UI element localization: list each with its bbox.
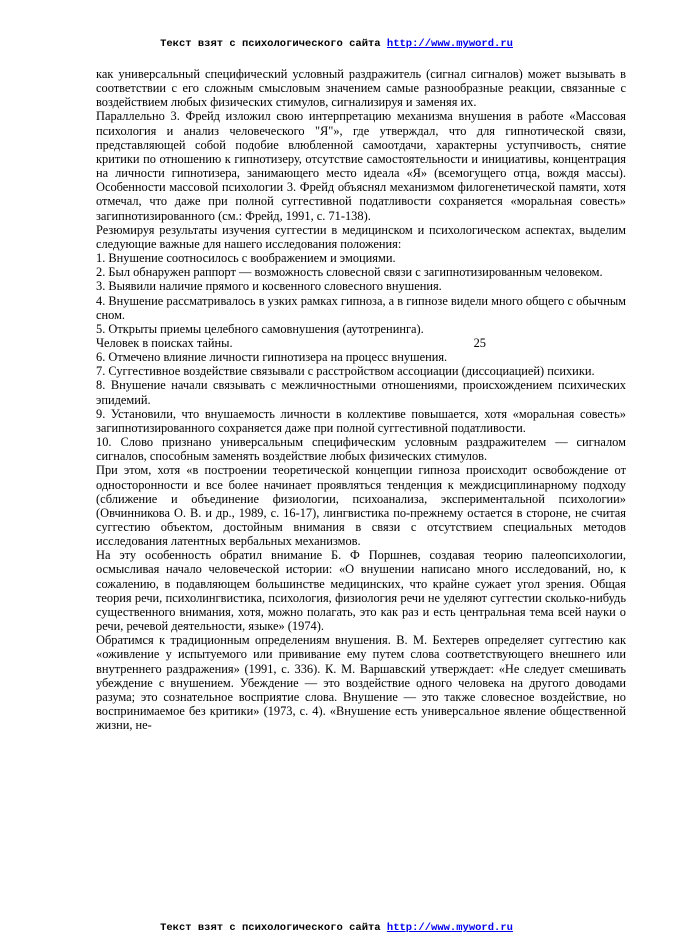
paragraph: Обратимся к традиционным определениям внушения. В. М. Бехтерев определяет суггестию как «оживление у испытуемого или прививание ему путем слова соответствующего внешнего или внутреннего раздражения» (1991, с. 336). К. М. Варшавский утверждает: «Не следует смешивать убеждение с внушением. Убеждение — это воздействие одного человека на другого доводами разума; это сознательное восприятие слова. Внушение — это также словесное воздействие, но воспринимаемое без критики» (1973, с. 4). «Внушение есть универсальное явление общественной жизни, не- [96, 633, 626, 733]
list-item: 10. Слово признано универсальным специфическим условным раздражителем — сигналом сигналов, способным заменять воздействие любых физических стимулов. [96, 435, 626, 464]
header-site-link[interactable]: http://www.myword.ru [386, 38, 513, 50]
running-title: Человек в поисках тайны. [96, 335, 233, 350]
paragraph: Параллельно 3. Фрейд изложил свою интерпретацию механизма внушения в работе «Массовая психология и анализ человеческого "Я"», где утверждал, что для гипнотической связи, представляющей собой подобие влюбленной самоотдачи, характерны уступчивость, снятие критики по отношению к гипнотизеру, отсутствие самостоятельности и инициативы, концентрация на личности гипнотизера, занимающего место идеала «Я» (всемогущего отца, вождя массы). Особенности массовой психологии 3. Фрейд объяснял механизмом филогенетической памяти, хотя отмечал, что даже при полной суггестивной податливости сохраняется «моральная совесть» загипнотизированного (см.: Фрейд, 1991, с. 71-138). [96, 109, 626, 223]
list-item: 1. Внушение соотносилось с воображением и эмоциями. [96, 251, 396, 266]
list-item: 8. Внушение начали связывать с межличностными отношениями, происхождением психических эпидемий. [96, 378, 626, 407]
page-footer [0, 922, 673, 935]
paragraph: На эту особенность обратил внимание Б. Ф Поршнев, создавая теорию палеопсихологии, осмысливая начало человеческой истории: «О внушении написано много исследований, но, к сожалению, в подавляющем большинстве медицинских, что крайне сужает угол зрения. Общая теория речи, психолингвистика, психология, физиология речи не уделяют суггестии сколько-нибудь существенного внимания, хотя, можно полагать, это как раз и есть центральная тема всей науки о речи, речевой деятельности, языке» (1974). [96, 548, 626, 634]
list-item: 3. Выявили наличие прямого и косвенного словесного внушения. [96, 279, 442, 294]
paragraph: При этом, хотя «в построении теоретической концепции гипноза происходит освобождение от односторонности и все более начинает проявляться тенденция к междисциплинарному подходу (сближение и объединение физиологии, психоанализа, экспериментальной психологии» (Овчинникова О. В. и др., 1989, с. 16-17), лингвистика по-прежнему остается в стороне, не считая суггестию объектом, достойным внимания в связи с отсутствием специальных методов исследования латентных вербальных механизмов. [96, 463, 626, 549]
list-item: 5. Открыты приемы целебного самовнушения (аутотренинга). [96, 321, 424, 336]
page-number: 25 [473, 335, 486, 350]
header-text: Текст взят с психологического сайта [160, 38, 387, 50]
running-footer [96, 336, 626, 350]
footer-site-link[interactable]: http://www.myword.ru [386, 922, 513, 934]
footer-text: Текст взят с психологического сайта [160, 922, 387, 934]
paragraph: как универсальный специфический условный раздражитель (сигнал сигналов) может вызывать в соответствии с его сложным смысловым значением самые разнообразные реакции, связанные с воздействием любых физических стимулов, сигнализируя и заменяя их. [96, 67, 626, 110]
list-item: 6. Отмечено влияние личности гипнотизера на процесс внушения. [96, 350, 448, 365]
list-item: 9. Установили, что внушаемость личности в коллективе повышается, хотя «моральная совесть» загипнотизированного сохраняется даже при полной суггестивной податливости. [96, 406, 626, 435]
list-item: 7. Суггестивное воздействие связывали с расстройством ассоциации (диссоциацией) психики. [96, 364, 595, 379]
paragraph: Резюмируя результаты изучения суггестии в медицинском и психологическом аспектах, выделим следующие важные для нашего исследования положения: [96, 222, 626, 251]
page-header [0, 38, 673, 51]
list-item: 2. Был обнаружен раппорт — возможность словесной связи с загипнотизированным человеком. [96, 265, 603, 280]
list-item: 4. Внушение рассматривалось в узких рамках гипноза, а в гипнозе видели много общего с обычным сном. [96, 293, 626, 322]
page-body [96, 67, 626, 732]
